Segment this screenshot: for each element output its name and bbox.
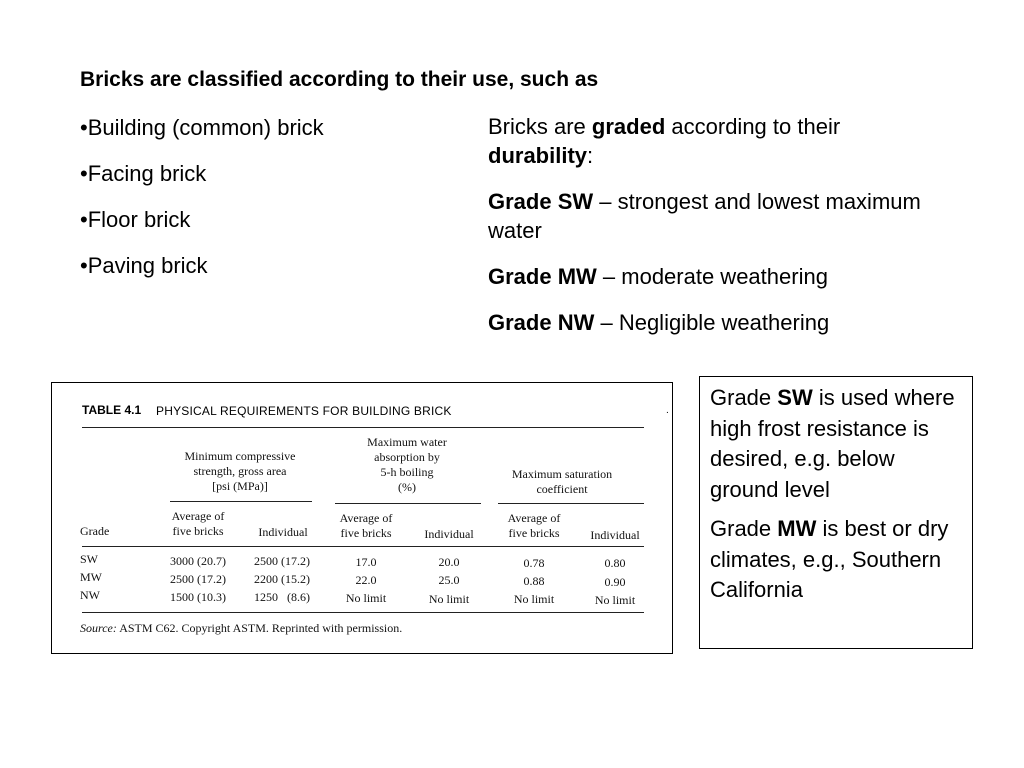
list-item: •Paving brick [80, 253, 208, 278]
table-cell: 17.0 [355, 555, 377, 569]
group-rule-absorption [335, 503, 481, 504]
table-cell: MW [80, 570, 102, 584]
grade-usage-note-box [699, 376, 973, 649]
absorption-group-header: Maximum water absorption by 5-h boiling (%) [367, 435, 447, 494]
grade-column-header: Grade [80, 524, 110, 538]
saturation-group-header: Maximum saturation coefficient [511, 467, 613, 496]
table-cell: 0.80 [604, 556, 626, 570]
compressive-group-header: Minimum compressive strength, gross area [psi (MPa)] [184, 449, 296, 493]
cs-individual-header: Individual [258, 525, 308, 539]
table-cell: 1250 (8.6) [254, 590, 310, 604]
grade-sw-description: Grade SW – strongest and lowest maximum water [488, 189, 921, 243]
table-cell: No limit [345, 591, 387, 605]
scan-dot: . [666, 405, 669, 416]
group-rule-compressive [170, 501, 312, 502]
table-cell: 0.78 [523, 556, 545, 570]
table-cell: 25.0 [438, 573, 460, 587]
header-bottom-rule [82, 546, 644, 547]
grade-nw-description: Grade NW – Negligible weathering [488, 310, 830, 335]
slide-heading: Bricks are classified according to their use, such as [80, 68, 599, 91]
table-number: TABLE 4.1 [82, 403, 142, 417]
wa-individual-header: Individual [424, 527, 474, 541]
table-cell: No limit [513, 592, 555, 606]
sc-individual-header: Individual [590, 528, 640, 542]
list-item: •Facing brick [80, 161, 207, 186]
table-cell: 3000 (20.7) [170, 554, 226, 568]
grading-text-block [488, 112, 928, 354]
table-cell: No limit [428, 592, 470, 606]
table-cell: No limit [594, 593, 636, 607]
sc-average-header: Average of five bricks [507, 511, 561, 540]
table-cell: 2500 (17.2) [170, 572, 226, 586]
table-cell: 2500 (17.2) [254, 554, 310, 568]
grading-intro: Bricks are graded according to their durability: [488, 114, 841, 168]
list-item: •Floor brick [80, 207, 191, 232]
table-bottom-rule [82, 612, 644, 613]
table-source-note: Source: ASTM C62. Copyright ASTM. Reprinted with permission. [80, 621, 403, 635]
list-item: •Building (common) brick [80, 115, 324, 140]
brick-requirements-table-image [51, 382, 673, 654]
table-cell: 0.90 [604, 575, 626, 589]
mw-usage-note: Grade MW is best or dry climates, e.g., Southern California [710, 516, 949, 602]
table-cell: 2200 (15.2) [254, 572, 310, 586]
brick-use-list [80, 114, 324, 298]
grade-mw-description: Grade MW – moderate weathering [488, 264, 828, 289]
table-cell: 0.88 [523, 574, 545, 588]
table-cell: SW [80, 552, 98, 566]
table-cell: NW [80, 588, 100, 602]
group-rule-saturation [498, 503, 644, 504]
table-cell: 22.0 [355, 573, 377, 587]
table-cell: 20.0 [438, 555, 460, 569]
cs-average-header: Average of five bricks [171, 509, 225, 538]
table-title: PHYSICAL REQUIREMENTS FOR BUILDING BRICK [156, 404, 452, 418]
table-top-rule [82, 427, 644, 428]
wa-average-header: Average of five bricks [339, 511, 393, 540]
table-cell: 1500 (10.3) [170, 590, 226, 604]
sw-usage-note: Grade SW is used where high frost resistance is desired, e.g. below ground level [710, 385, 955, 502]
